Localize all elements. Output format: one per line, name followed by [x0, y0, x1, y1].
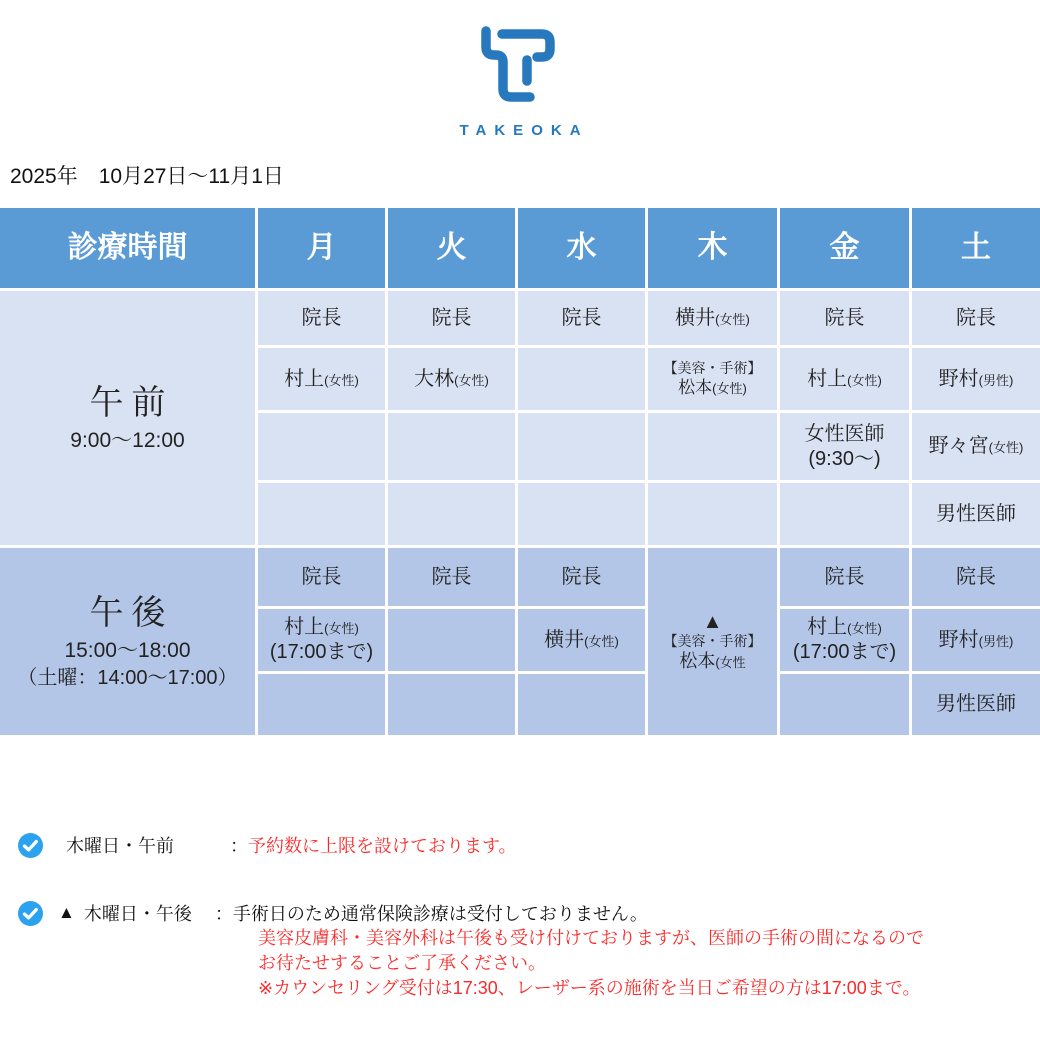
- afternoon-label: 午後: [89, 593, 174, 632]
- check-circle-icon: [18, 901, 43, 926]
- header-hours: 診療時間: [0, 208, 255, 288]
- table-cell: [780, 609, 909, 671]
- note-red-line: ※カウンセリング受付は17:30、レーザー系の施術を当日ご希望の方は17:00まで。: [258, 978, 921, 998]
- header-monday: 月: [258, 208, 385, 288]
- doctor-gender: (女性: [715, 655, 746, 670]
- doctor-name: 松本: [678, 378, 713, 398]
- doctor-name: 村上: [807, 367, 848, 390]
- table-cell: [388, 609, 515, 671]
- doctor-gender: (男性): [978, 372, 1014, 388]
- note-label: 木曜日・午後: [83, 904, 192, 924]
- header-wednesday: 水: [518, 208, 645, 288]
- check-circle-icon: [18, 833, 43, 858]
- time-note: (17:00まで): [792, 641, 897, 663]
- table-cell: [780, 674, 909, 735]
- table-cell: [518, 483, 645, 545]
- doctor-gender: (女性): [988, 440, 1024, 455]
- doctor-gender: (女性): [847, 372, 882, 388]
- doctor-name: 野村: [938, 628, 979, 651]
- doctor-gender: (男性): [978, 633, 1014, 649]
- note-red-line: お待たせすることご了承ください。: [258, 953, 546, 973]
- table-cell: [518, 674, 645, 735]
- note-colon: ：: [214, 904, 233, 924]
- time-note: (9:30〜): [808, 447, 881, 470]
- table-cell: 男性医師: [912, 674, 1040, 735]
- table-cell: 院長: [258, 291, 385, 345]
- morning-session-cell: [0, 291, 255, 545]
- doctor-name: 村上: [284, 367, 325, 390]
- table-cell: 院長: [780, 291, 909, 345]
- doctor-name: 女性医師: [804, 422, 885, 445]
- triangle-marker: ▲: [702, 610, 723, 633]
- note-red-line: 美容皮膚科・美容外科は午後も受け付けておりますが、医師の手術の間になるので: [258, 928, 924, 948]
- afternoon-time-saturday: （土曜：14:00〜17:00）: [17, 667, 238, 690]
- table-cell: 院長: [780, 548, 909, 606]
- thursday-afternoon-surgery-cell: [648, 548, 777, 735]
- table-cell: [912, 413, 1040, 480]
- table-cell: [648, 291, 777, 345]
- table-cell: [648, 413, 777, 480]
- header-tuesday: 火: [388, 208, 515, 288]
- table-cell: [648, 483, 777, 545]
- table-cell: [258, 413, 385, 480]
- table-cell: 院長: [518, 291, 645, 345]
- note-black-text: 手術日のため通常保険診療は受付しておりません。: [232, 904, 648, 924]
- doctor-name: 村上: [807, 616, 848, 638]
- table-cell: [388, 348, 515, 410]
- header-friday: 金: [780, 208, 909, 288]
- table-cell: [258, 609, 385, 671]
- table-cell: [388, 674, 515, 735]
- triangle-marker: ▲: [58, 903, 75, 922]
- table-cell: 院長: [912, 548, 1040, 606]
- doctor-gender: (女性): [847, 621, 882, 636]
- doctor-name: 横井: [675, 306, 716, 329]
- weekly-schedule-table: [0, 208, 1040, 735]
- morning-label: 午前: [89, 383, 174, 422]
- schedule-date-range: 2025年 10月27日〜11月1日: [10, 165, 284, 188]
- table-cell: [258, 348, 385, 410]
- clinic-logo: [0, 18, 1040, 139]
- note-thursday-morning: [18, 832, 517, 858]
- table-cell: 院長: [912, 291, 1040, 345]
- note-label: 木曜日・午前: [66, 836, 174, 856]
- table-cell: [518, 348, 645, 410]
- table-cell: [518, 413, 645, 480]
- doctor-gender: (女性): [584, 633, 619, 649]
- note-thursday-afternoon: [18, 900, 648, 926]
- header-thursday: 木: [648, 208, 777, 288]
- treatment-tag: 【美容・手術】: [663, 359, 762, 376]
- table-cell: 院長: [388, 291, 515, 345]
- table-cell: [780, 348, 909, 410]
- note-colon: ：: [230, 836, 248, 856]
- table-cell: [388, 413, 515, 480]
- afternoon-session-cell: [0, 548, 255, 735]
- doctor-gender: (女性): [715, 311, 750, 327]
- clinic-brand-name: TAKEOKA: [459, 122, 589, 139]
- table-cell: [518, 609, 645, 671]
- treatment-tag: 【美容・手術】: [663, 632, 762, 649]
- header-saturday: 土: [912, 208, 1040, 288]
- table-cell: [648, 348, 777, 410]
- table-cell: 院長: [388, 548, 515, 606]
- note-red-text: 予約数に上限を設けております。: [248, 836, 517, 856]
- doctor-name: 松本: [679, 651, 716, 671]
- doctor-gender: (女性): [324, 372, 359, 388]
- time-note: (17:00まで): [269, 641, 374, 663]
- doctor-name: 野々宮: [928, 435, 989, 457]
- table-cell: 男性医師: [912, 483, 1040, 545]
- note-red-paragraph: [258, 926, 924, 1001]
- doctor-gender: (女性): [712, 381, 747, 397]
- table-cell: [388, 483, 515, 545]
- doctor-name: 野村: [938, 367, 979, 390]
- afternoon-time: 15:00〜18:00: [64, 639, 191, 663]
- doctor-name: 大林: [414, 367, 455, 390]
- table-cell: 院長: [518, 548, 645, 606]
- table-cell: [780, 413, 909, 480]
- table-cell: 院長: [258, 548, 385, 606]
- doctor-gender: (女性): [454, 372, 489, 388]
- table-cell: [912, 609, 1040, 671]
- doctor-gender: (女性): [324, 621, 359, 636]
- takeoka-logo-icon: [455, 18, 585, 118]
- doctor-name: 村上: [284, 616, 325, 638]
- table-cell: [258, 483, 385, 545]
- table-cell: [780, 483, 909, 545]
- morning-time: 9:00〜12:00: [70, 429, 185, 453]
- table-cell: [258, 674, 385, 735]
- table-cell: [912, 348, 1040, 410]
- doctor-name: 横井: [544, 628, 585, 651]
